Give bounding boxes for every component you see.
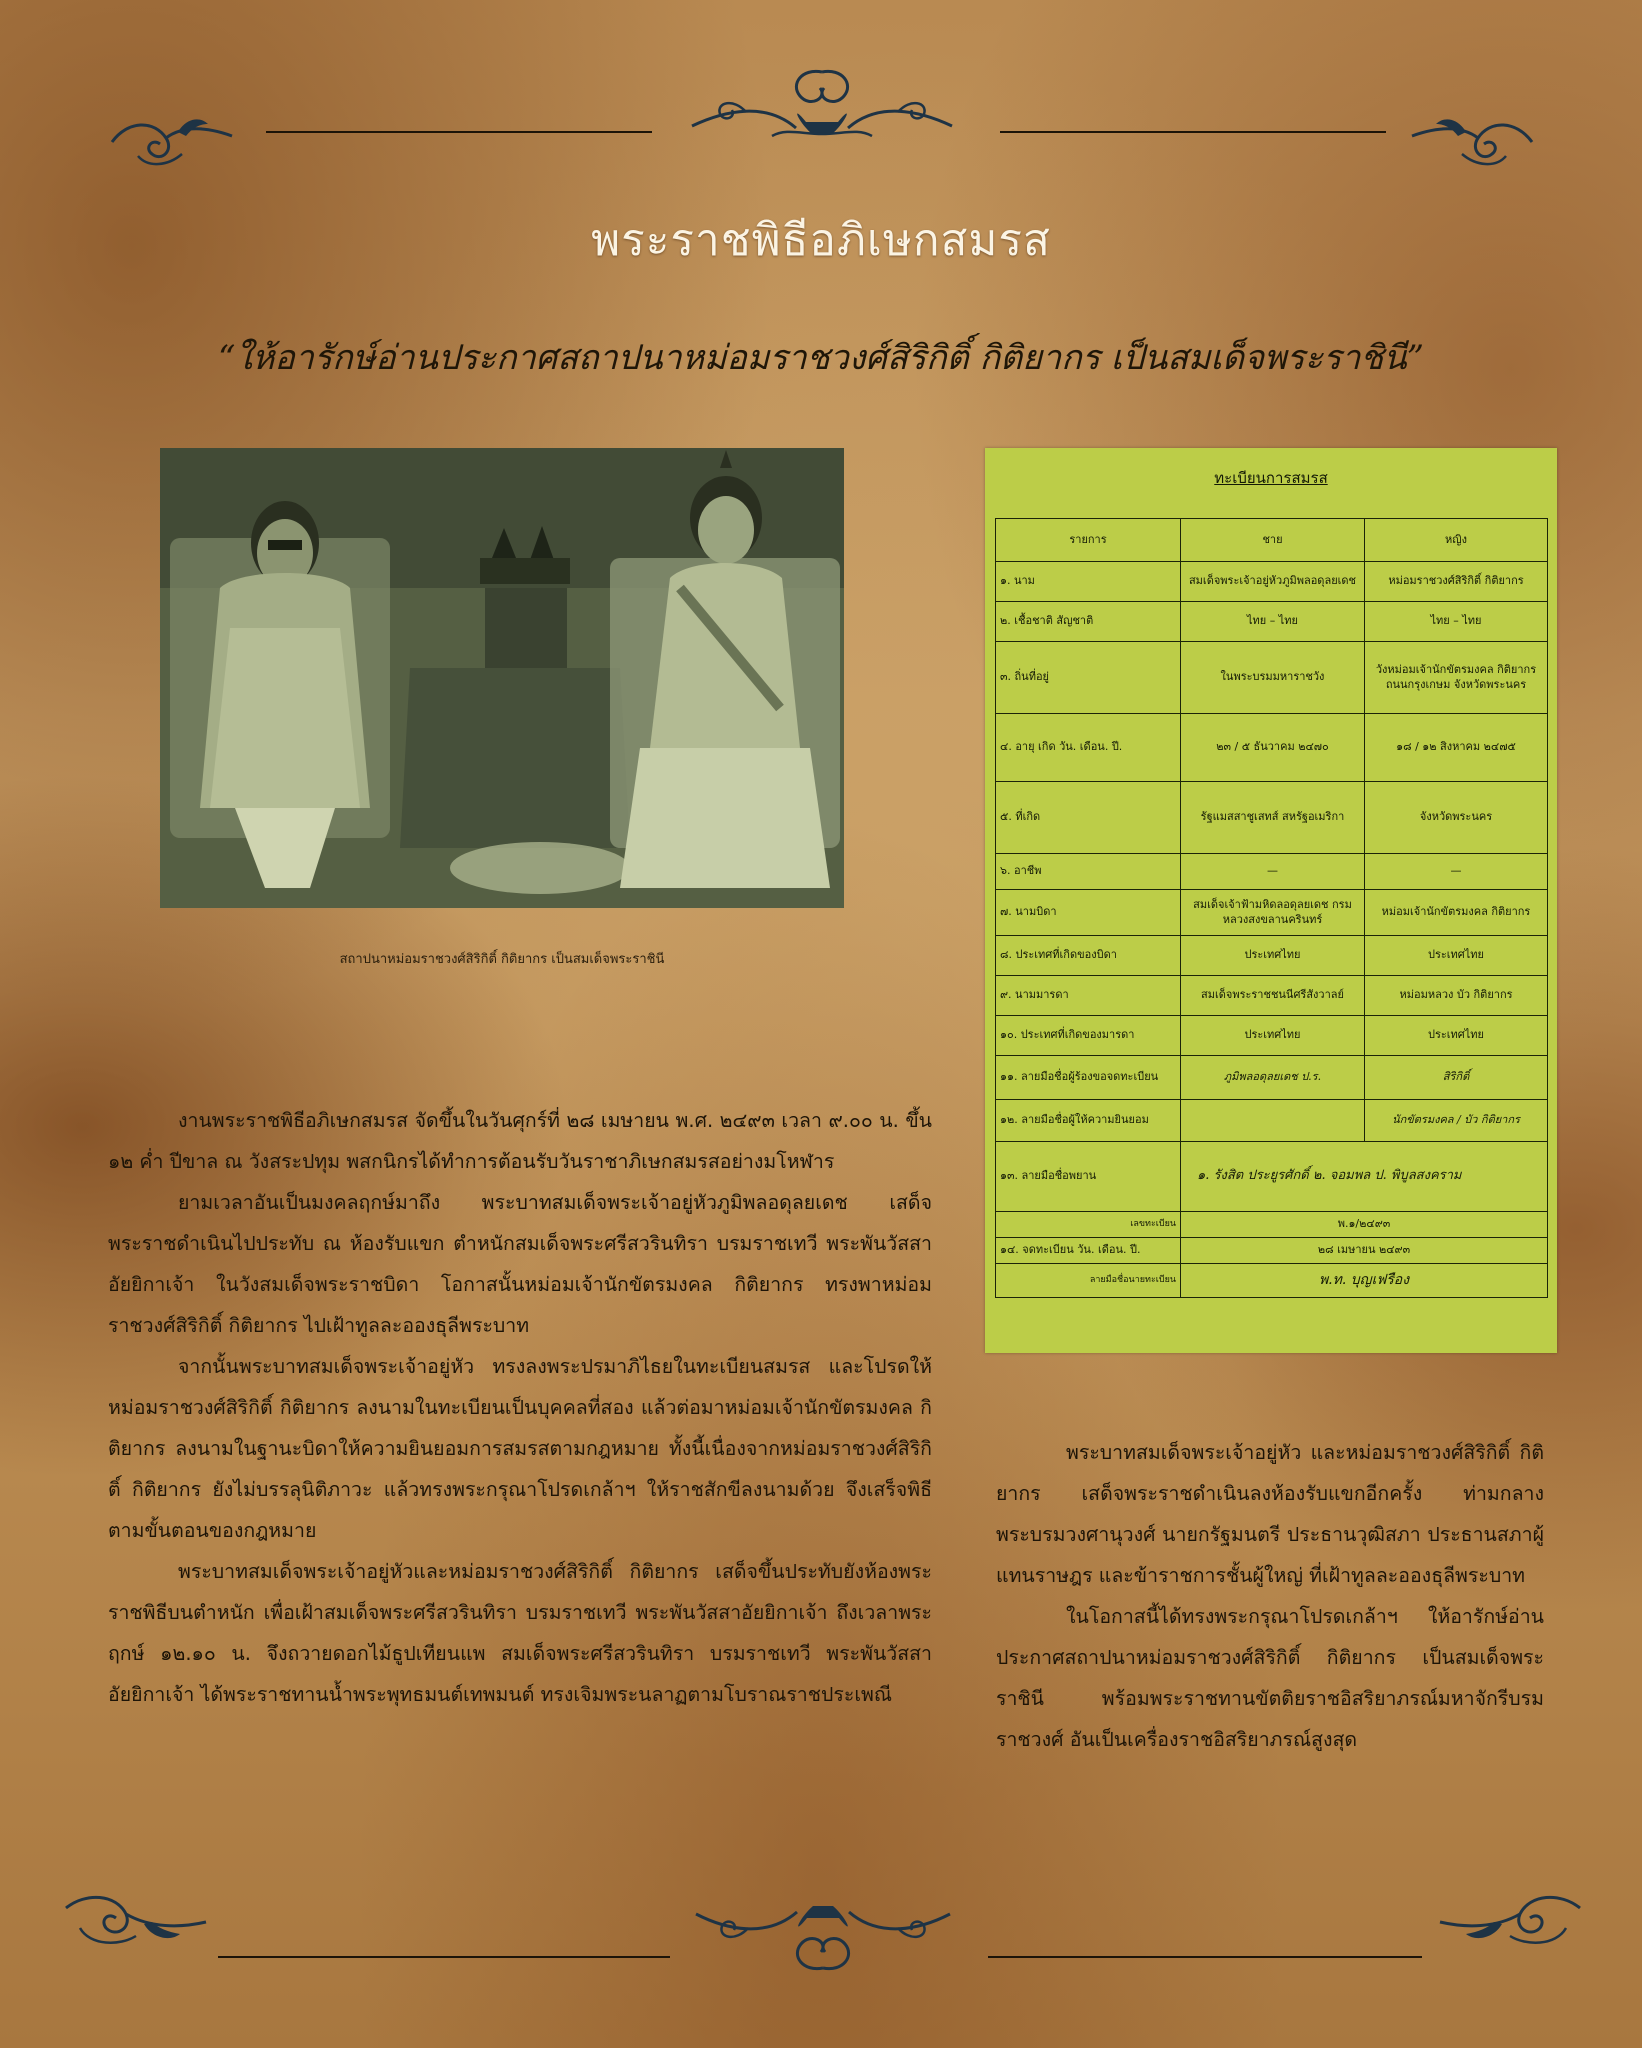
registrar-signature: พ.ท. บุญเฟรือง (1181, 1264, 1548, 1298)
table-row (996, 1016, 1548, 1056)
register-item: ๘. ประเทศที่เกิดของบิดา (996, 936, 1181, 976)
register-item: ๒. เชื้อชาติ สัญชาติ (996, 602, 1181, 642)
register-female-value: ๑๘ / ๑๒ สิงหาคม ๒๔๗๕ (1365, 714, 1548, 782)
register-item: เลขทะเบียน (996, 1212, 1181, 1238)
page-title: พระราชพิธีอภิเษกสมรส (591, 215, 1051, 266)
paragraph: งานพระราชพิธีอภิเษกสมรส จัดขึ้นในวันศุกร์ที่ ๒๘ เมษายน พ.ศ. ๒๔๙๓ เวลา ๙.๐๐ น. ขึ้น ๑๒ ค่ำ ปีขาล ณ วังสระปทุม พสกนิกรได้ทำการต้อนรับวันราชาภิเษกสมรสอย่างมโหฬาร (108, 1109, 932, 1173)
paragraph: จากนั้นพระบาทสมเด็จพระเจ้าอยู่หัว ทรงลงพระปรมาภิไธยในทะเบียนสมรส และโปรดให้หม่อมราชวงศ์สิริกิติ์ กิติยากร ลงนามในทะเบียนเป็นบุคคลที่สอง แล้วต่อมาหม่อมเจ้านักขัตรมงคล กิติยากร ลงนามในฐานะบิดาให้ความยินยอมการสมรสตามกฎหมาย ทั้งนี้เนื่องจากหม่อมราชวงศ์สิริกิติ์ กิติยากร ยังไม่บรรลุนิติภาวะ แล้วทรงพระกรุณาโปรดเกล้าฯ ให้ราชสักขีลงนามด้วย จึงเสร็จพิธีตามขั้นตอนของกฎหมาย (108, 1355, 932, 1542)
table-row (996, 1142, 1548, 1212)
register-female-value: ไทย – ไทย (1365, 602, 1548, 642)
register-female-signature: สิริกิติ์ (1365, 1056, 1548, 1100)
paragraph: พระบาทสมเด็จพระเจ้าอยู่หัว และหม่อมราชวงศ์สิริกิติ์ กิติยากร เสด็จพระราชดำเนินลงห้องรับแขกอีกครั้ง ท่ามกลางพระบรมวงศานุวงศ์ นายกรัฐมนตรี ประธานวุฒิสภา ประธานสภาผู้แทนราษฎร และข้าราชการชั้นผู้ใหญ่ ที่เฝ้าทูลละอองธุลีพระบาท (996, 1441, 1544, 1587)
table-row (996, 936, 1548, 976)
register-header-male: ชาย (1181, 519, 1365, 562)
bottom-right-flourish-icon (1436, 1888, 1586, 1952)
register-male-value: ประเทศไทย (1181, 936, 1365, 976)
register-female-value: วังหม่อมเจ้านักขัตรมงคล กิติยากร ถนนกรุงเกษม จังหวัดพระนคร (1365, 642, 1548, 714)
register-male-value: รัฐแมสสาชูเสทส์ สหรัฐอเมริกา (1181, 782, 1365, 854)
register-female-value: — (1365, 854, 1548, 890)
ceremony-photo (160, 448, 844, 908)
register-female-value: หม่อมหลวง บัว กิติยากร (1365, 976, 1548, 1016)
top-right-flourish-icon (1408, 112, 1536, 172)
register-item: ๙. นามมารดา (996, 976, 1181, 1016)
table-row (996, 1212, 1548, 1238)
table-row (996, 1238, 1548, 1264)
register-male-value (1181, 1100, 1365, 1142)
register-item: ลายมือชื่อนายทะเบียน (996, 1264, 1181, 1298)
register-item: ๗. นามบิดา (996, 890, 1181, 936)
table-row (996, 602, 1548, 642)
register-title: ทะเบียนการสมรส (1214, 469, 1328, 487)
register-female-value: หม่อมเจ้านักขัตรมงคล กิติยากร (1365, 890, 1548, 936)
register-male-signature: ภูมิพลอดุลยเดช ป.ร. (1181, 1056, 1365, 1100)
body-left-column (108, 1100, 932, 1715)
register-female-value: ประเทศไทย (1365, 1016, 1548, 1056)
bottom-center-ornament-icon (692, 1888, 954, 1978)
page-quote: “ให้อารักษ์อ่านประกาศสถาปนาหม่อมราชวงศ์สิริกิติ์ กิติยากร เป็นสมเด็จพระราชินี” (217, 338, 1425, 378)
top-right-rule (1000, 131, 1386, 133)
register-number: พ.๑/๒๔๙๓ (1181, 1212, 1548, 1238)
register-header-female: หญิง (1365, 519, 1548, 562)
register-male-value: ๒๓ / ๕ ธันวาคม ๒๔๗๐ (1181, 714, 1365, 782)
register-male-value: ในพระบรมมหาราชวัง (1181, 642, 1365, 714)
table-row (996, 1100, 1548, 1142)
register-item: ๓. ถิ่นที่อยู่ (996, 642, 1181, 714)
top-center-ornament-icon (686, 62, 958, 152)
table-row (996, 854, 1548, 890)
table-row (996, 1264, 1548, 1298)
table-row (996, 976, 1548, 1016)
register-consent-signature: นักขัตรมงคล / บัว กิติยากร (1365, 1100, 1548, 1142)
register-male-value: สมเด็จเจ้าฟ้ามหิดลอดุลยเดช กรมหลวงสงขลานครินทร์ (1181, 890, 1365, 936)
top-left-flourish-icon (108, 112, 236, 172)
register-female-value: จังหวัดพระนคร (1365, 782, 1548, 854)
table-row (996, 890, 1548, 936)
register-header-row (996, 519, 1548, 562)
register-item: ๑๒. ลายมือชื่อผู้ให้ความยินยอม (996, 1100, 1181, 1142)
register-item: ๖. อาชีพ (996, 854, 1181, 890)
table-row (996, 562, 1548, 602)
body-right-column (996, 1432, 1544, 1760)
register-witness-signatures: ๑. รังสิต ประยูรศักดิ์ ๒. จอมพล ป. พิบูลสงคราม (1181, 1142, 1548, 1212)
photo-caption: สถาปนาหม่อมราชวงศ์สิริกิติ์ กิติยากร เป็นสมเด็จพระราชินี (339, 952, 665, 967)
register-male-value: ไทย – ไทย (1181, 602, 1365, 642)
table-row (996, 782, 1548, 854)
bottom-left-flourish-icon (60, 1888, 210, 1952)
register-male-value: ประเทศไทย (1181, 1016, 1365, 1056)
register-header-item: รายการ (996, 519, 1181, 562)
bottom-right-rule (988, 1956, 1422, 1958)
register-male-value: — (1181, 854, 1365, 890)
paragraph: พระบาทสมเด็จพระเจ้าอยู่หัวและหม่อมราชวงศ์สิริกิติ์ กิติยากร เสด็จขึ้นประทับยังห้องพระราชพิธีบนตำหนัก เพื่อเฝ้าสมเด็จพระศรีสวรินทิรา บรมราชเทวี พระพันวัสสาอัยยิกาเจ้า ถึงเวลาพระฤกษ์ ๑๒.๑๐ น. จึงถวายดอกไม้ธูปเทียนแพ สมเด็จพระศรีสวรินทิรา บรมราชเทวี พระพันวัสสาอัยยิกาเจ้า ได้พระราชทานน้ำพระพุทธมนต์เทพมนต์ ทรงเจิมพระนลาฏตามโบราณราชประเพณี (108, 1560, 932, 1706)
table-row (996, 714, 1548, 782)
register-item: ๑๓. ลายมือชื่อพยาน (996, 1142, 1181, 1212)
register-male-value: สมเด็จพระเจ้าอยู่หัวภูมิพลอดุลยเดช (1181, 562, 1365, 602)
bottom-left-rule (218, 1956, 670, 1958)
table-row (996, 642, 1548, 714)
top-left-rule (266, 131, 652, 133)
register-table (995, 518, 1548, 1298)
register-item: ๑๑. ลายมือชื่อผู้ร้องขอจดทะเบียน (996, 1056, 1181, 1100)
paragraph: ยามเวลาอันเป็นมงคลฤกษ์มาถึง พระบาทสมเด็จพระเจ้าอยู่หัวภูมิพลอดุลยเดช เสด็จพระราชดำเนินไปประทับ ณ ห้องรับแขก ตำหนักสมเด็จพระศรีสวรินทิรา บรมราชเทวี พระพันวัสสาอัยยิกาเจ้า ในวังสมเด็จพระราชบิดา โอกาสนั้นหม่อมเจ้านักขัตรมงคล กิติยากร ทรงพาหม่อมราชวงศ์สิริกิติ์ กิติยากร ไปเฝ้าทูลละอองธุลีพระบาท (108, 1191, 932, 1337)
table-row (996, 1056, 1548, 1100)
register-item: ๑๔. จดทะเบียน วัน. เดือน. ปี. (996, 1238, 1181, 1264)
register-female-value: หม่อมราชวงศ์สิริกิติ์ กิติยากร (1365, 562, 1548, 602)
register-date: ๒๘ เมษายน ๒๔๙๓ (1181, 1238, 1548, 1264)
register-item: ๑๐. ประเทศที่เกิดของมารดา (996, 1016, 1181, 1056)
marriage-register-document (985, 448, 1557, 1353)
register-item: ๔. อายุ เกิด วัน. เดือน. ปี. (996, 714, 1181, 782)
register-male-value: สมเด็จพระราชชนนีศรีสังวาลย์ (1181, 976, 1365, 1016)
ceremony-photo-illustration (160, 448, 844, 908)
register-item: ๑. นาม (996, 562, 1181, 602)
register-item: ๕. ที่เกิด (996, 782, 1181, 854)
paragraph: ในโอกาสนี้ได้ทรงพระกรุณาโปรดเกล้าฯ ให้อารักษ์อ่านประกาศสถาปนาหม่อมราชวงศ์สิริกิติ์ กิติยากร เป็นสมเด็จพระราชินี พร้อมพระราชทานขัตติยราชอิสริยาภรณ์มหาจักรีบรมราชวงศ์ อันเป็นเครื่องราชอิสริยาภรณ์สูงสุด (996, 1605, 1544, 1751)
register-female-value: ประเทศไทย (1365, 936, 1548, 976)
